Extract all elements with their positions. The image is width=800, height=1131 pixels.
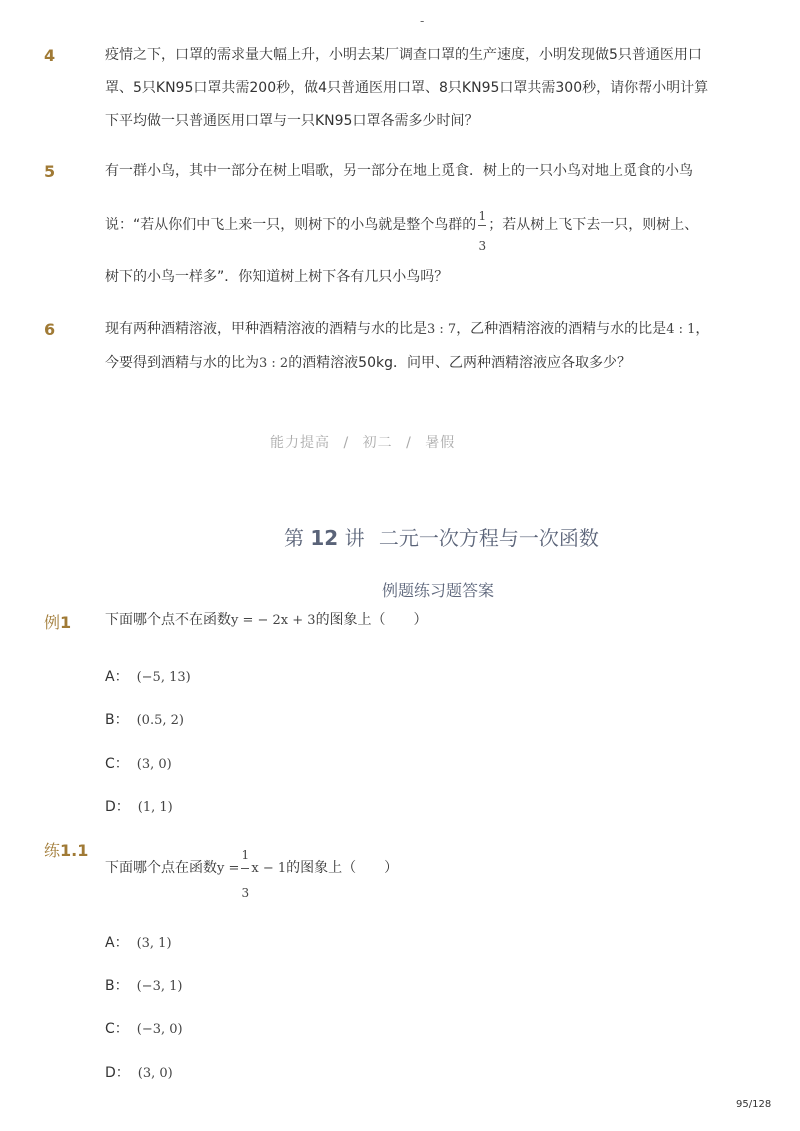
option-letter: C： (105, 756, 129, 772)
lecture-prefix: 第 (284, 526, 304, 550)
option-letter: D： (105, 1065, 130, 1081)
problem-5-number: 5 (44, 162, 56, 181)
lecture-suffix: 讲 (344, 526, 365, 550)
practice-label-char: 练 (44, 841, 61, 860)
option-value: (3, 0) (137, 1066, 173, 1081)
example-label-number: 1 (60, 613, 72, 632)
practice-question-post: 的图象上（ ） (286, 860, 399, 876)
practice-option-d (105, 1062, 173, 1082)
fraction-denominator: 3 (478, 239, 487, 253)
lecture-number: 12 (310, 526, 339, 550)
practice-function-right: x − 1 (251, 861, 287, 876)
lecture-title (284, 522, 599, 551)
option-letter: A： (105, 935, 129, 951)
example-question (105, 604, 428, 637)
fraction-bar (478, 225, 486, 226)
option-value: (1, 1) (137, 800, 173, 815)
practice-question (105, 848, 399, 900)
practice-label-number: 1.1 (60, 841, 89, 860)
problem-6-l1-b: ，乙种酒精溶液的酒精与水的比是 (456, 321, 667, 337)
problem-4-text (105, 39, 708, 138)
problem-6-line-1 (105, 313, 709, 346)
ratio-3-7: 3 : 7 (427, 322, 457, 337)
example-question-post: 的图象上（ ） (315, 612, 428, 628)
example-question-pre: 下面哪个点不在函数 (105, 612, 231, 628)
section-subtitle: 例题练习题答案 (382, 581, 495, 600)
ratio-3-2: 3 : 2 (259, 356, 289, 371)
example-option-a (105, 666, 191, 686)
problem-4-line-3: 下平均做一只普通医用口罩与一只KN95口罩各需多少时间？ (105, 113, 479, 129)
option-value: (3, 1) (136, 936, 172, 951)
breadcrumb-item-1: 能力提高 (270, 435, 330, 451)
one-third-fraction (476, 209, 488, 253)
breadcrumb-item-2: 初二 (362, 435, 393, 451)
option-letter: D： (105, 799, 130, 815)
fraction-numerator: 1 (478, 209, 487, 223)
page-number: 95/128 (736, 1099, 772, 1110)
practice-question-pre: 下面哪个点在函数 (105, 860, 217, 876)
problem-6-line-2 (105, 347, 631, 380)
example-option-d (105, 796, 173, 816)
problem-5-line-3: 树下的小鸟一样多”．你知道树上树下各有几只小鸟吗？ (105, 269, 449, 285)
problem-6-l2-b: 的酒精溶液50kg．问甲、乙两种酒精溶液应各取多少？ (288, 355, 631, 371)
example-label-char: 例 (44, 613, 61, 632)
problem-4-line-2: 罩、5只KN95口罩共需200秒，做4只普通医用口罩、8只KN95口罩共需300秒，请你帮小明计算 (105, 80, 709, 96)
option-letter: B： (105, 712, 129, 728)
problem-5-line-1: 有一群小鸟，其中一部分在树上唱歌，另一部分在地上觅食．树上的一只小鸟对地上觅食的小鸟 (105, 163, 693, 179)
problem-5-line-2-pre: 说：“若从你们中飞上来一只，则树下的小鸟就是整个鸟群的 (105, 217, 477, 233)
fraction-numerator: 1 (241, 848, 250, 862)
practice-option-c (105, 1018, 183, 1038)
fraction-denominator: 3 (241, 886, 250, 900)
breadcrumb-item-3: 暑假 (425, 435, 456, 451)
practice-option-a (105, 932, 172, 952)
option-value: (−3, 1) (136, 979, 183, 994)
breadcrumb (270, 432, 455, 452)
practice-function-left: y = (217, 861, 240, 876)
problem-4-number: 4 (44, 46, 56, 65)
option-letter: C： (105, 1021, 129, 1037)
option-letter: A： (105, 669, 129, 685)
breadcrumb-separator: / (406, 435, 412, 451)
breadcrumb-separator: / (343, 435, 350, 451)
option-value: (−5, 13) (136, 670, 191, 685)
example-function: y = − 2x + 3 (231, 613, 316, 628)
option-letter: B： (105, 978, 129, 994)
example-label (44, 610, 71, 633)
example-option-c (105, 753, 172, 773)
lecture-topic: 二元一次方程与一次函数 (378, 526, 599, 550)
problem-6-number: 6 (44, 320, 56, 339)
option-value: (−3, 0) (136, 1022, 183, 1037)
option-value: (0.5, 2) (136, 713, 184, 728)
problem-5-line-2 (105, 209, 699, 253)
one-third-fraction (239, 848, 251, 900)
option-value: (3, 0) (136, 757, 172, 772)
problem-4-line-1: 疫情之下，口罩的需求量大幅上升，小明去某厂调查口罩的生产速度，小明发现做5只普通医用口 (105, 47, 702, 63)
top-mark: - (420, 14, 425, 28)
problem-5-line-2-post: ；若从树上飞下去一只，则树上、 (488, 217, 699, 233)
example-option-b (105, 709, 184, 729)
problem-6-l1-c: ， (695, 321, 710, 337)
problem-6-l1-a: 现有两种酒精溶液，甲种酒精溶液的酒精与水的比是 (105, 321, 427, 337)
practice-label (44, 838, 88, 861)
fraction-bar (241, 868, 249, 869)
ratio-4-1: 4 : 1 (666, 322, 696, 337)
problem-6-l2-a: 今要得到酒精与水的比为 (105, 355, 259, 371)
practice-option-b (105, 975, 182, 995)
